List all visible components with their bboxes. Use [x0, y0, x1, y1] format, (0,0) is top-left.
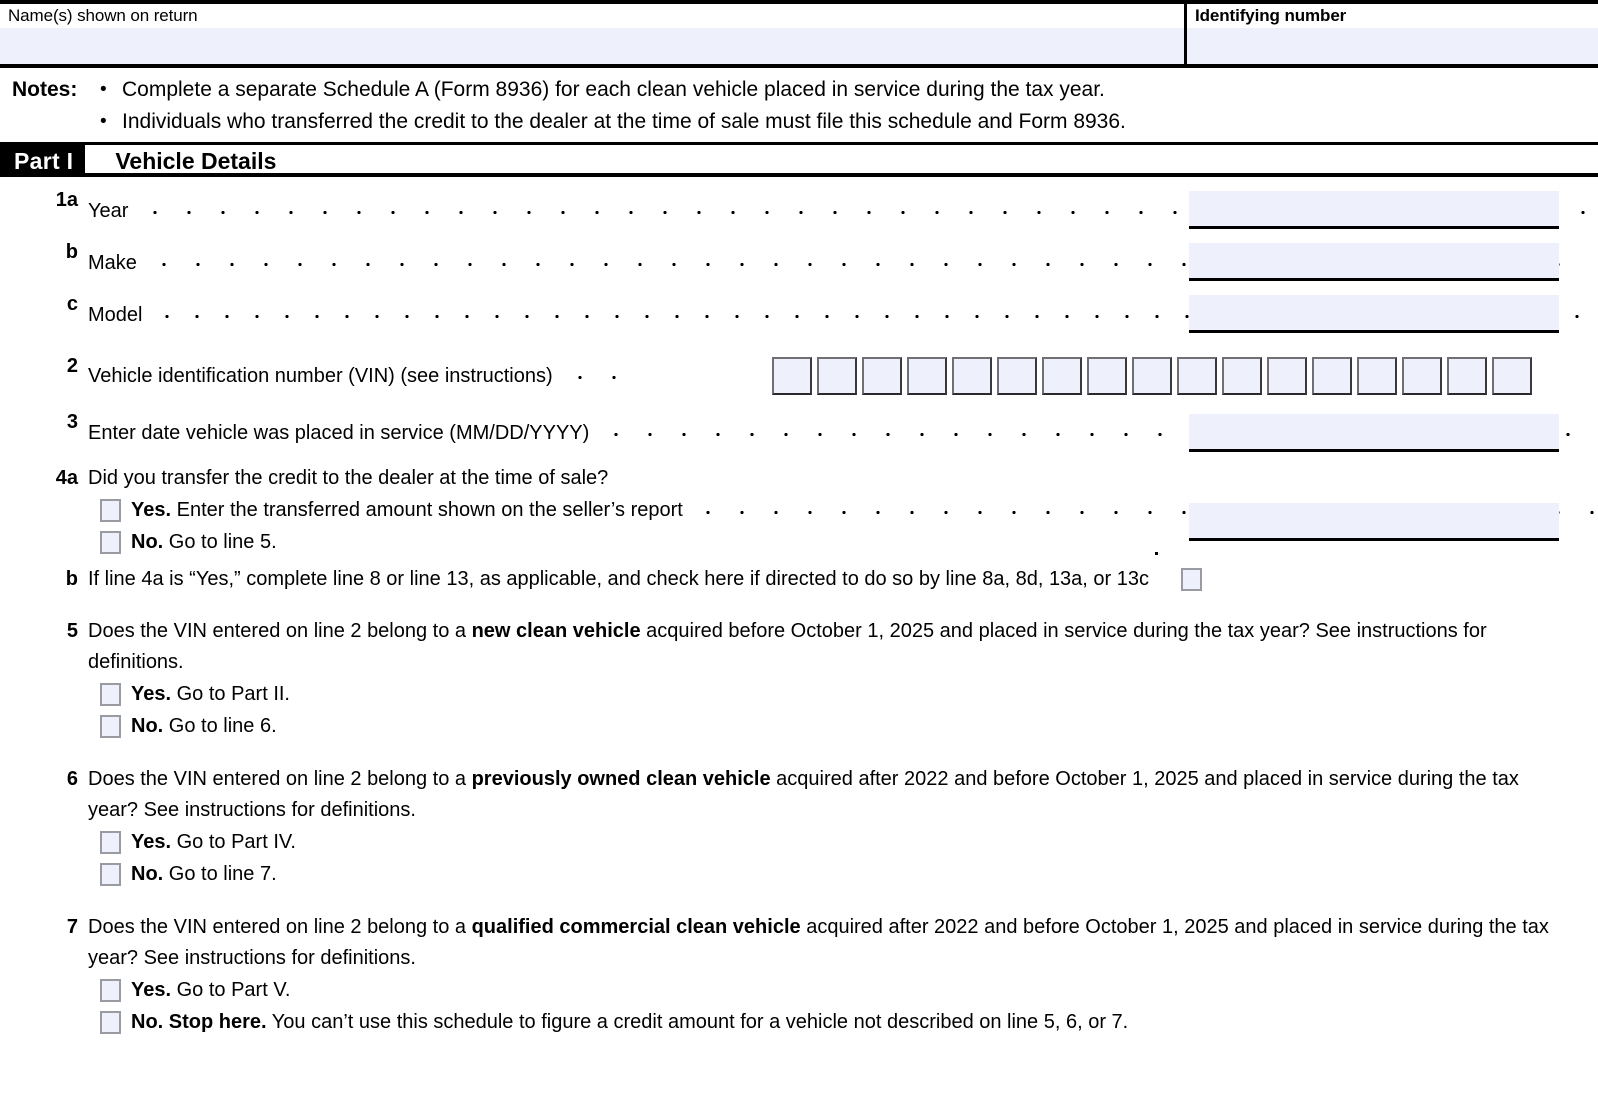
- line-4a-yes-detail: Enter the transferred amount shown on the seller’s report: [176, 499, 683, 521]
- name-on-return-cell: [0, 4, 1187, 64]
- line-1a-number: 1a: [55, 189, 78, 211]
- identifying-number-caption: Identifying number: [1195, 6, 1347, 25]
- line-4b-number: b: [65, 568, 78, 590]
- line-4a: [0, 463, 1598, 558]
- line-1a-label: Year: [88, 200, 129, 222]
- line-5-no-row[interactable]: [88, 710, 1558, 742]
- line-7-question: [88, 912, 1558, 974]
- line-1b-label: Make: [88, 252, 137, 274]
- line-6-no-detail: Go to line 7.: [168, 863, 277, 885]
- vin-character-box[interactable]: [1447, 357, 1487, 395]
- identifying-number-cell: [1187, 4, 1598, 64]
- line-7-yes-detail: Go to Part V.: [176, 979, 291, 1001]
- line-6-text-bold: previously owned clean vehicle: [471, 768, 771, 790]
- line-7-no-bold: No. Stop here.: [131, 1011, 267, 1033]
- line-6-question: [88, 764, 1558, 826]
- line-4a-no-bold: No.: [131, 531, 164, 553]
- vin-character-box[interactable]: [1087, 357, 1127, 395]
- vin-character-box[interactable]: [1492, 357, 1532, 395]
- line-3-label: Enter date vehicle was placed in service (MM/DD/YYYY): [88, 422, 590, 444]
- bullet-icon: •: [100, 111, 107, 132]
- checkbox-icon[interactable]: [100, 831, 121, 854]
- name-on-return-caption: Name(s) shown on return: [8, 6, 198, 25]
- vin-character-box[interactable]: [1222, 357, 1262, 395]
- line-2-number: 2: [66, 355, 78, 377]
- line-5-text-post: acquired before October 1, 2025 and placed in service during the tax year? See instructions for definitions.: [88, 620, 1487, 673]
- vin-character-box[interactable]: [1267, 357, 1307, 395]
- line-6-yes-detail: Go to Part IV.: [176, 831, 296, 853]
- bullet-icon: •: [100, 79, 107, 100]
- line-4a-yes-text: [131, 494, 683, 526]
- notes-list: [100, 74, 1598, 138]
- vin-character-box[interactable]: [1177, 357, 1217, 395]
- checkbox-icon[interactable]: [100, 979, 121, 1002]
- notes-item: [100, 106, 1598, 138]
- line-5-number: 5: [66, 620, 78, 642]
- line-4a-question: Did you transfer the credit to the dealer at the time of sale?: [88, 467, 609, 489]
- line-6: [0, 764, 1598, 890]
- line-7-no-row[interactable]: [88, 1006, 1558, 1038]
- line-5-yes-detail: Go to Part II.: [176, 683, 290, 705]
- checkbox-icon[interactable]: [100, 1011, 121, 1034]
- notes-item-text: Individuals who transferred the credit to the dealer at the time of sale must file this schedule and Form 8936.: [122, 110, 1126, 133]
- line-6-text-post: acquired after 2022 and before October 1, 2025 and placed in service during the tax year? See instructions for definitions.: [88, 768, 1519, 821]
- notes-item: [100, 74, 1598, 106]
- vin-character-box[interactable]: [997, 357, 1037, 395]
- line-4a-number: 4a: [55, 467, 78, 489]
- line-6-number: 6: [66, 768, 78, 790]
- line-1c-model-input[interactable]: [1189, 295, 1559, 333]
- line-7-text-pre: Does the VIN entered on line 2 belong to a: [88, 916, 472, 938]
- identifying-number-input[interactable]: [1187, 28, 1598, 64]
- line-5: [0, 616, 1598, 742]
- line-6-text-pre: Does the VIN entered on line 2 belong to a: [88, 768, 472, 790]
- line-2: [0, 351, 1598, 401]
- line-5-yes-row[interactable]: [88, 678, 1558, 710]
- line-4b-checkbox-icon[interactable]: [1181, 568, 1202, 591]
- notes-label: Notes:: [12, 78, 78, 101]
- line-7-yes-row[interactable]: [88, 974, 1558, 1006]
- checkbox-icon[interactable]: [100, 683, 121, 706]
- line-6-yes-row[interactable]: [88, 826, 1558, 858]
- checkbox-icon[interactable]: [100, 531, 121, 554]
- checkbox-icon[interactable]: [100, 863, 121, 886]
- vin-character-box[interactable]: [1312, 357, 1352, 395]
- line-7-text-bold: qualified commercial clean vehicle: [471, 916, 801, 938]
- line-6-no-row[interactable]: [88, 858, 1558, 890]
- line-6-no-bold: No.: [131, 863, 164, 885]
- vin-character-box[interactable]: [1042, 357, 1082, 395]
- line-1c-number: c: [66, 293, 78, 315]
- line-2-vin-boxes[interactable]: [772, 357, 1532, 395]
- leader-dots: [563, 366, 629, 386]
- line-7-number: 7: [66, 916, 78, 938]
- line-1a: [0, 185, 1598, 237]
- line-7-no-detail: You can’t use this schedule to figure a credit amount for a vehicle not described on line 5, 6, or 7.: [271, 1011, 1129, 1033]
- line-2-label: Vehicle identification number (VIN) (see instructions): [88, 365, 553, 387]
- name-identifying-band: [0, 4, 1598, 68]
- line-4b: [0, 564, 1598, 594]
- line-3: [0, 407, 1598, 459]
- line-4a-transferred-amount-input[interactable]: [1189, 503, 1559, 541]
- vin-character-box[interactable]: [907, 357, 947, 395]
- part-1-title: Vehicle Details: [115, 148, 277, 174]
- line-1b-number: b: [65, 241, 78, 263]
- line-5-text-pre: Does the VIN entered on line 2 belong to a: [88, 620, 472, 642]
- line-5-question: [88, 616, 1558, 678]
- line-5-yes-bold: Yes.: [131, 683, 172, 705]
- line-1b-make-input[interactable]: [1189, 243, 1559, 281]
- checkbox-icon[interactable]: [100, 499, 121, 522]
- vin-character-box[interactable]: [1402, 357, 1442, 395]
- line-3-date-input[interactable]: [1189, 414, 1559, 452]
- vin-character-box[interactable]: [772, 357, 812, 395]
- line-5-no-detail: Go to line 6.: [168, 715, 277, 737]
- line-1c: [0, 289, 1598, 341]
- vin-character-box[interactable]: [952, 357, 992, 395]
- line-7: [0, 912, 1598, 1038]
- vin-character-box[interactable]: [862, 357, 902, 395]
- line-4a-no-detail: Go to line 5.: [168, 531, 277, 553]
- line-7-text-post: acquired after 2022 and before October 1, 2025 and placed in service during the tax year? See instructions for definitions.: [88, 916, 1549, 969]
- line-3-number: 3: [66, 411, 78, 433]
- line-1a-year-input[interactable]: [1189, 191, 1559, 229]
- part-1-header: [0, 145, 1598, 177]
- line-4a-no-text: [131, 526, 277, 558]
- checkbox-icon[interactable]: [100, 715, 121, 738]
- notes-block: [0, 68, 1598, 145]
- vin-character-box[interactable]: [1357, 357, 1397, 395]
- vin-character-box[interactable]: [817, 357, 857, 395]
- line-1b: [0, 237, 1598, 289]
- vin-character-box[interactable]: [1132, 357, 1172, 395]
- line-4b-text: If line 4a is “Yes,” complete line 8 or line 13, as applicable, and check here if directed to do so by line 8a, 8d, 13a, or 13c: [88, 568, 1150, 590]
- line-4a-yes-bold: Yes.: [131, 499, 172, 521]
- line-1c-label: Model: [88, 304, 143, 326]
- notes-item-text: Complete a separate Schedule A (Form 8936) for each clean vehicle placed in service during the tax year.: [122, 78, 1105, 101]
- part-1-tag: Part I: [0, 145, 85, 173]
- line-7-yes-bold: Yes.: [131, 979, 172, 1001]
- line-6-yes-bold: Yes.: [131, 831, 172, 853]
- line-5-text-bold: new clean vehicle: [471, 620, 641, 642]
- line-5-no-bold: No.: [131, 715, 164, 737]
- name-on-return-input[interactable]: [0, 28, 1184, 64]
